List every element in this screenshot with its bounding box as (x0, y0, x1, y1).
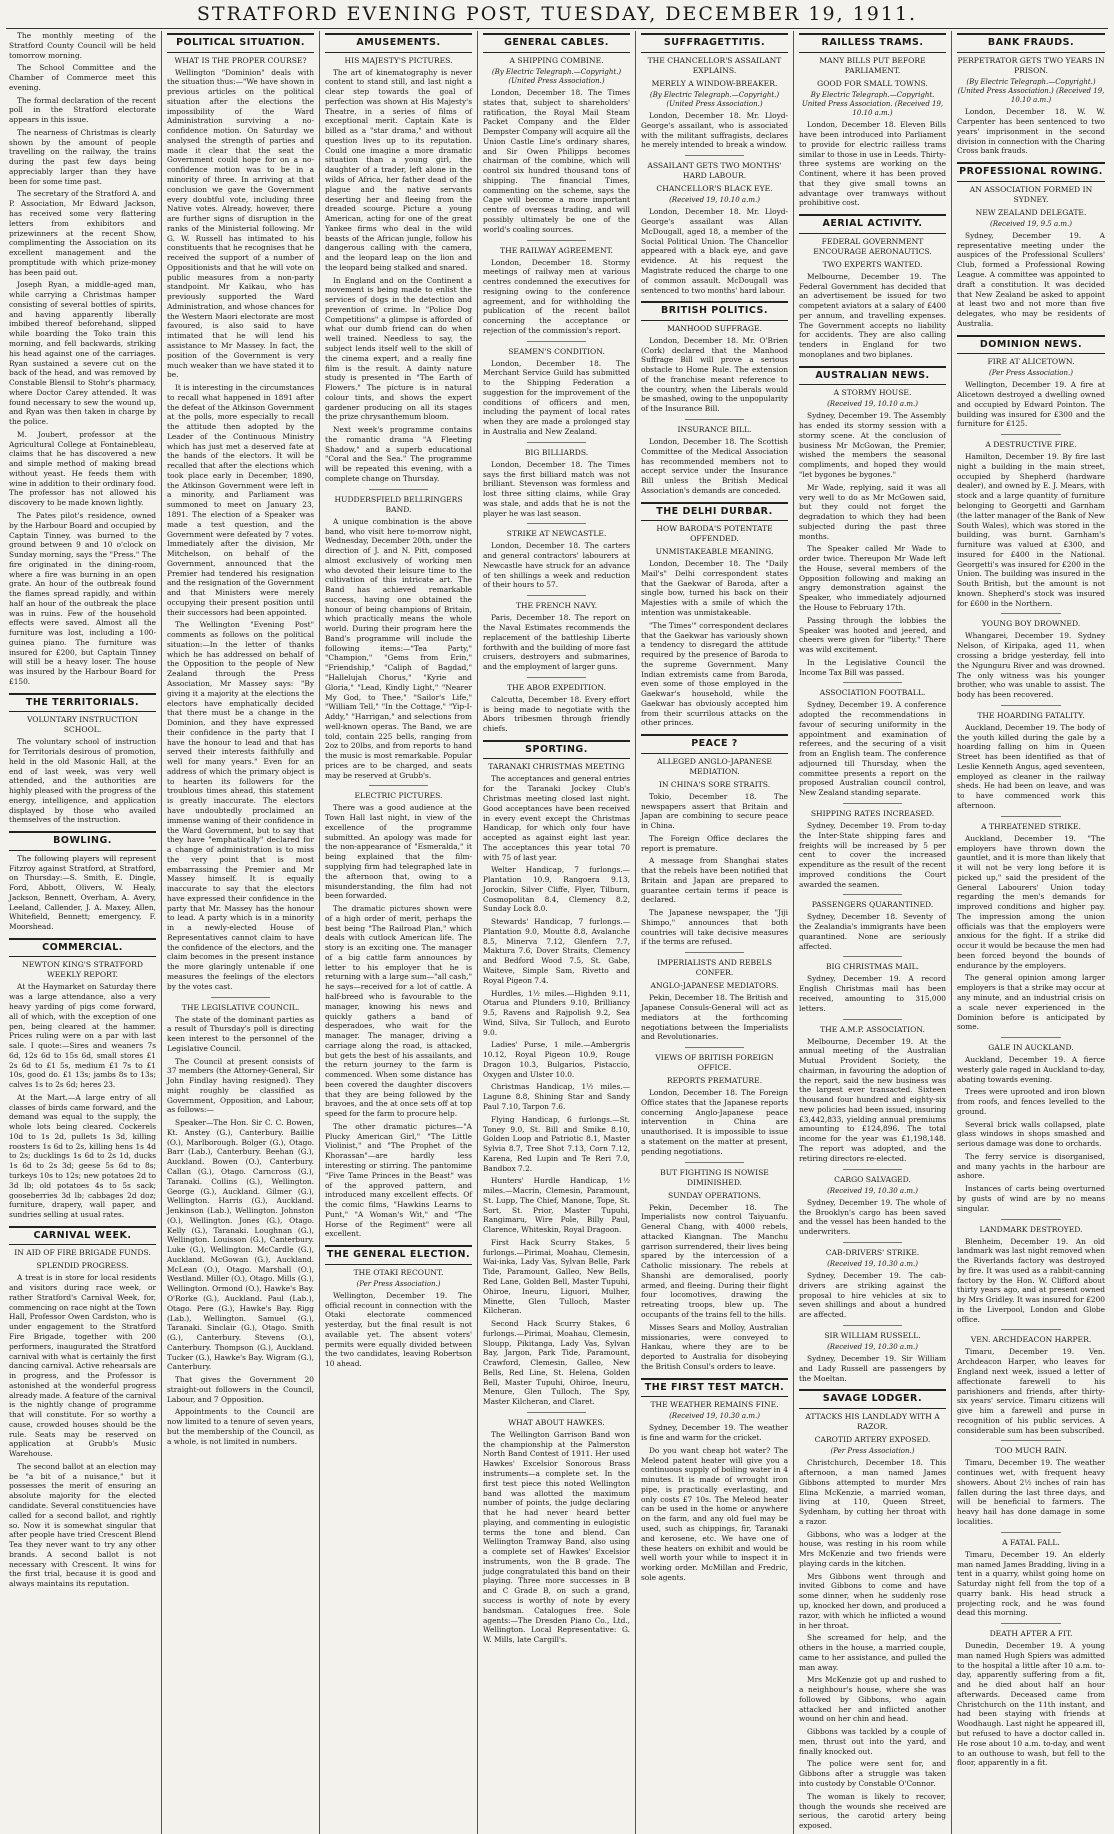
article-paragraph: Second Hack Scurry Stakes, 6 furlongs.—Pirimai, Moahau, Clemesin, Sloupp, Pikitanga, Lady Vas, Sylvan Bay, Jargon, Park Tide, Paramount, Crawford, Clemesin, Galleo, New Bells, Red Line, St. Helena, Golden Bell, Master Tupuhi, Ohiroe, Ineuru, Menure, Glen Tulloch, The Spy, Master Kilcheran, and Claret. (483, 1319, 630, 1407)
article-subheading: BIG CHRISTMAS MAIL. (825, 962, 920, 972)
article-paragraph: A message from Shanghai states that the rebels have been notified that Britain and Japan are prepared to guarantee certain terms if peace is declared. (641, 856, 788, 905)
article-paragraph: A treat is in store for local residents and visitors during race week, or rather Stratford's Carnival Week, for, commencing on race night at the Town Hall, Professor Owen Cardston, who is under engagement to the Stratford Fire Brigade, together with 200 performers, inaugurated the Stratford carnival with what is certainly the first dancing carnival. Active rehearsals are in progress, and the Professor is astonished at the wonderful progress already made. A feature of the carnival is the nightly change of programme that will constitute. For so worthy a cause, crowded houses should be the rule. Seats may be reserved on application at Grubb's Music Warehouse. (9, 1273, 156, 1459)
article-paragraph: Passing through the lobbies the Speaker was hooted and jeered, and cheers were given for "liberty." There was wild excitement. (799, 615, 946, 655)
article-paragraph: Misses Sears and Molloy, Australian missionaries, were conveyed to Hankau, where they are to be deported to Australia for disobeying the British Consul's orders to leave. (641, 1322, 788, 1371)
article-subheading: DEATH AFTER A FIT. (989, 1629, 1073, 1639)
article-subheading: THE CHANCELLOR'S ASSAILANT EXPLAINS. (647, 55, 782, 75)
article-subheading: GALE IN AUCKLAND. (988, 1043, 1074, 1053)
article-paragraph: Sydney, December 19. From to-day the Inter-State shipping fares and freights will be increased by 5 per cent to cover the increased expenditure as the result of the recent improved conditions the Court awarded the seamen. (799, 821, 946, 889)
article-divider (527, 341, 586, 342)
article-paragraph: Gibbons was tackled by a couple of men, thrust out into the yard, and finally knocked out. (799, 1727, 946, 1756)
article-divider (1001, 1329, 1060, 1330)
article-paragraph: Welter Handicap, 7 furlongs.—Plantation 10.9, Rangoera 9.13, Jorockin, Silver Cliffe, Flyer, Tilburn, Cosmopolitan 8.4, Clemency 8.2, Sunday Lock 8.0. (483, 865, 630, 914)
article-subheading: IN AID OF FIRE BRIGADE FUNDS. (14, 1248, 151, 1258)
article-paragraph: The formal declaration of the recent poll in the Stratford electorate appears in this issue. (9, 95, 156, 125)
article-paragraph: London, December 18. Mr. O'Brien (Cork) declared that the Manhood Suffrage Bill will prove a serious obstacle to Home Rule. The extension of the franchise meant reference to the country, when the Liberals would be smashed, owing to the unpopularity of the Insurance Bill. (641, 335, 788, 414)
article-subheading: ALLEGED ANGLO-JAPANESE MEDIATION. (657, 756, 772, 776)
article-subheading: STRIKE AT NEWCASTLE. (506, 529, 607, 539)
article-paragraph: A unique combination is the above band, who visit here to-morrow night, Wednesday, December 20th, under the direction of J. and N. Pitt, composed almost exclusively of working men who devoted their leisure time to the cultivation of this intricate art. The Band has achieved remarkable success, having one obtained the honour of being champions of Britain, which practically means the whole world. During their program here the Band's programme will include the following items:—"Tea Party," "Champion," "Gems from Erin," "Friendship," "Caliph of Bagdad," "Hallelujah Chorus," "Kyrie and Gloria," "Lead, Kindly Light," "Nearer My God, to Thee," "Sailor's Life," "William Tell," "In the Cottage," "Yip-I-Addy," "Harrigan," and selections from well-known operas. The Band, we are told, contain 225 bells, ranging from 2oz to 20lbs, and from reports to hand the music is most remarkable. Popular prices are to be charged, and seats may be reserved at Grubb's. (325, 516, 472, 780)
article-divider (527, 1412, 586, 1413)
wire-credit: (Received 19, 10.30 a.m.) (669, 1412, 760, 1421)
section-heading: THE DELHI DURBAR. (641, 502, 788, 522)
article-paragraph: Hamilton, December 19. By fire last night a building in the main street, occupied by Shepherd (hardware dealer), and owned by E. J. Mears, with stock and a large quantity of furniture belonging to Georgetti and Garnham (the latter manager of the Bank of New South Wales), which was stored in the building, was burnt. Garnham's furniture was valued at £300, and insured for £400 in the National. Georgetti's was insured for £200 in the Union. The building was insured in the South British, but the amount is not known. Shepherd's stock was insured for £600 in the Northern. (957, 452, 1105, 608)
article-divider (1001, 1037, 1060, 1038)
article-subheading: CARGO SALVAGED. (834, 1174, 911, 1184)
article-subheading: FIRE AT ALICETOWN. (987, 357, 1075, 367)
wire-credit: (Received 19, 9.5 a.m.) (990, 219, 1072, 228)
section-heading: SAVAGE LODGER. (799, 1389, 946, 1409)
article-paragraph: "The Times'" correspondent declares that the Gaekwar has variously shown a tendency to disregard the attitude required by the presence of Baroda to the supreme Government. Many Indian extremists came from Baroda, even some of those employed in the Gaekwar's household, while the Gaekwar has obviously accepted him from their scurrilous attacks on the other princes. (641, 620, 788, 728)
article-paragraph: Wellington, December 19. A fire at Alicetown destroyed a dwelling owned and occupied by Edward Pointon. The building was insured for £300 and the furniture for £125. (957, 380, 1105, 429)
article-paragraph: M. Joubert, professor at the Agricultural College at Fontainebleau, claims that he has discovered a new and simple method of making bread without yeast. He feeds them with wine in addition to their ordinary food. The professor has not allowed his discovery to be made known lightly. (9, 429, 156, 508)
article-subheading: PASSENGERS QUARANTINED. (811, 900, 934, 910)
article-paragraph: First Hack Scurry Stakes, 5 furlongs.—Pirimai, Moahau, Clemesin, Wai-inka, Lady Vas, Sylvan Belle, Park Tide, Paramount, Galleo, New Bells, Red Lane, Golden Bell, Master Tupuhi, Ohiroe, Ineuru, Liguori, Mulher, Minette, Glen Tulloch, Master Kilcheran. (483, 1237, 630, 1316)
article-divider (685, 1047, 744, 1048)
article-subheading: IN CHINA'S SORE STRAITS. (658, 779, 771, 789)
article-subheading: THE ABOR EXPEDITION. (507, 682, 606, 692)
article-divider (1001, 1623, 1060, 1624)
article-paragraph: Sydney, December 19. A representative meeting under the auspices of the Professional Scullers' Club, formed a Professional Rowing League. A committee was appointed to draft a constitution. It was decided that New Zealand be asked to appoint at least two and not more than five delegates, who may be residents of Australia. (957, 230, 1105, 328)
article-divider (527, 523, 586, 524)
article-paragraph: The Foreign Office declares the report is premature. (641, 833, 788, 853)
article-paragraph: Christmas Handicap, 1½ miles.—Lagune 8.8, Shining Star and Sandy Paul 7.10, Tarpon 7.6. (483, 1082, 630, 1111)
section-heading: SUFFRAGETTITIS. (641, 33, 788, 53)
section-heading: PROFESSIONAL ROWING. (957, 162, 1105, 182)
article-subheading: VOLUNTARY INSTRUCTION SCHOOL. (26, 715, 139, 735)
article-paragraph: Paris, December 18. The report on the Naval Estimates recommends the replacement of the battleship Liberte forthwith and the building of more fast cruisers, destroyers and submarines, and the employment of larger guns. (483, 613, 630, 672)
article-subheading: SPLENDID PROGRESS. (36, 1261, 129, 1271)
section-heading: RAILLESS TRAMS. (799, 33, 946, 53)
wire-credit: (By Electric Telegraph.—Copyright.) (United Press Association.) (491, 67, 622, 85)
article-paragraph: The police were sent for, and Gibbons after a struggle was taken into custody by Constable O'Connor. (799, 1759, 946, 1788)
wire-credit: (Received 19, 10.10 a.m.) (827, 400, 918, 409)
article-paragraph: In the Legislative Council the Income Tax Bill was passed. (799, 657, 946, 677)
article-subheading: SEAMEN'S CONDITION. (508, 346, 605, 356)
article-paragraph: Gibbons, who was a lodger at the house, was resting in his room while Mrs McKenzie and two friends were playing cards in the kitchen. (799, 1529, 946, 1568)
article-paragraph: That gives the Government 20 straight-out followers in the Council, Labour, and 7 Opposition. (167, 1375, 314, 1404)
article-subheading: THE RAILWAY AGREEMENT. (500, 245, 613, 255)
article-paragraph: The acceptances and general entries for the Taranaki Jockey Club's Christmas meeting closed last night. Good acceptances have been received in every event except the Christmas Handicap, for which only four have accepted as against eight last year. The acceptances this year total 70 with 75 of last year. (483, 774, 630, 862)
article-paragraph: London, December 18. The Times says the first billiard match was not brilliant. Stevenson was formless and lost three sitting claims, while Gray was stale, and adds that he is not the player he was last season. (483, 459, 630, 518)
article-paragraph: The Japanese newspaper, the "Jiji Shimpo," announces that both countries will take decisive measures if the terms are refused. (641, 908, 788, 947)
section-heading: AERIAL ACTIVITY. (799, 214, 946, 234)
article-paragraph: Mr Wade, replying, said it was all very well to do as Mr McGowen said, but they could not forget the degradation to which they had been subjected during the past three months. (799, 482, 946, 541)
section-heading: GENERAL CABLES. (483, 33, 630, 53)
article-paragraph: Joseph Ryan, a middle-aged man, while carrying a Christmas hamper consisting of several bottles of spirits, and having apparently liberally imbibed thereof beforehand, slipped while boarding the Toko train this morning, and fell backwards, striking his head against one of the carriages. Ryan sustained a severe cut on the back of the head, and was removed by Constable Blensil to Stohr's pharmacy, where Doctor Carey attended. It was found necessary to sew the wound up, and Ryan was then taken in charge by the police. (9, 280, 156, 427)
article-subheading: A THREATENED STRIKE. (981, 821, 1081, 831)
article-paragraph: Timaru, December 19. The weather continues wet, with frequent heavy showers. About 2½ inches of rain has fallen during the last three days, and will be beneficial to farmers. The heavy hail has done damage in some localities. (957, 1458, 1105, 1526)
article-subheading: SUNDAY OPERATIONS. (668, 1190, 761, 1200)
wire-credit: (Per Press Association.) (989, 369, 1073, 378)
article-divider (1001, 705, 1060, 706)
section-heading: COMMERCIAL. (9, 938, 156, 958)
article-paragraph: London, December 18. The Merchant Service Guild has submitted to the Shipping Federation a suggestion for the improvement of the conditions of officers and men, including the payment of local rates when they are made a prolonged stay in Australia and New Zealand. (483, 358, 630, 437)
article-subheading: FEDERAL GOVERNMENT ENCOURAGE AERONAUTICS. (813, 236, 932, 256)
wire-credit: By Electric Telegraph.—Copyright. United Press Association. (Received 19, 10.10 a.m.) (801, 90, 944, 118)
article-subheading: GOOD FOR SMALL TOWNS. (817, 78, 928, 88)
section-heading: AMUSEMENTS. (325, 33, 472, 53)
article-paragraph: The state of the dominant parties as a result of Thursday's poll is directing keen interest to the personnel of the Legislative Council. (167, 1014, 314, 1053)
article-divider (527, 677, 586, 678)
article-paragraph: Tokio, December 18. The newspapers assert that Britain and Japan are combining to secure peace in China. (641, 791, 788, 831)
article-subheading: THE OTAKI RECOUNT. (353, 1267, 444, 1277)
article-subheading: NEW ZEALAND DELEGATE. (975, 207, 1087, 217)
article-divider (1001, 816, 1060, 817)
article-divider (211, 997, 270, 998)
article-paragraph: Trees were uprooted and iron blown from roofs, and fences levelled to the ground. (957, 1087, 1105, 1116)
article-paragraph: The dramatic pictures shown were of a high order of merit, perhaps the best being "The Railroad Plan," which deals with cutlock American life. The story is an exciting one. The manager of a big cattle farm announces by letter to his employer that he is returning with a large sum—"all cash," he says—received for a lot of cattle. A half-breed who is favourable to the manager, knowing his news and quickly gathers a band of desperadoes, who wait for the manager. The manager, driving a carriage along the road, is attacked, but gets the best of his assailants, and the return journey to the farm is commenced. When some distance has been covered the daughter discovers that they are being followed by the bravoes, and the at once sets off at top speed for the farm to procure help. (325, 904, 472, 1119)
article-subheading: TOO MUCH RAIN. (995, 1446, 1067, 1456)
article-paragraph: Auckland, December 19. The body of the youth killed during the gale by a hoarding falling on him in Queen Street has been identified as that of Leslie Kenneth Angus, aged seventeen, employed as cleaner in the railway sheds. He had been on leave, and was to have commenced work this afternoon. (957, 722, 1105, 810)
article-paragraph: The nearness of Christmas is clearly shown by the amount of people travelling on the railway, the trains during the past few days being appreciably larger than they have been for some time past. (9, 127, 156, 186)
article-divider (843, 956, 902, 957)
article-paragraph: Timaru, December 19. An elderly man named James Bradding, living in a tent in a quarry, whilst going home on Saturday night fell from the top of a quarry bank. His head struck a projecting rock, and he was found dead this morning. (957, 1549, 1105, 1618)
page-column (478, 31, 636, 1834)
article-subheading: A STORMY HOUSE. (833, 388, 912, 398)
section-heading: THE FIRST TEST MATCH. (641, 1378, 788, 1398)
section-heading: BANK FRAUDS. (957, 33, 1105, 53)
article-subheading: REPORTS PREMATURE. (666, 1076, 763, 1086)
article-paragraph: London, December 18. Eleven Bills have been introduced into Parliament to provide for electric railless trams similar to those in use in Leeds. Thirty-three systems are working on the Continent, where it has been proved that they give small towns an advantage over tramways without prohibitive cost. (799, 120, 946, 208)
article-paragraph: Hunters' Hurdle Handicap, 1½ miles.—Macrin, Clemesin, Paramount, St. Lupp, The Chief, Manone, Tope, St. Sort, St. Prior, Master Tupuhi, Rangimaru, Wire Pole, Billy Paul, Clarence, Whiteskin, Royal Dragoon. (483, 1176, 630, 1235)
section-heading: BRITISH POLITICS. (641, 301, 788, 321)
article-paragraph: Several brick walls collapsed, plate glass windows in shops smashed and serious damage was done to orchards. (957, 1119, 1105, 1149)
article-paragraph: The following players will represent Fitzroy against Stratford, at Stratford, on Thursday:—S. Smith, E. Dingle, Ford, Abbott, Olivers, W. Healy, Jackson, Bennett, Overham, A. Avery, Leeland, Callender, J. A. Maxey, Allen, Whitefield, Bennett; emergency, F. Moorshead. (9, 853, 156, 932)
section-heading: SPORTING. (483, 740, 630, 760)
article-subheading: MANHOOD SUFFRAGE. (667, 323, 762, 333)
section-heading: THE TERRITORIALS. (9, 693, 156, 713)
wire-credit: (By Electric Telegraph.—Copyright.) (United Press Association.) (Received 19, 10.10 a.m.) (957, 77, 1105, 105)
article-paragraph: At the Mart.—A large entry of all classes of birds came forward, and the demand was equal to the supply, the whole lots being cleared. Cockerels 10d to 1s 2d, pullets 1s 3d, killing roosters 1s 6d to 2s, killing hens 1s 4d to 2s; ducklings 1s 6d to 2s 1d, ducks 1s 6d to 2s 3d; geese 5s 6d to 8s; turkeys 10s to 12s; new potatoes 2d to 3d lb; old potatoes 4s to 5s sack; gooseberries 3d lb; cabbages 2d doz; furniture, drapery, wall paper, and sundries selling at usual rates. (9, 1092, 156, 1220)
article-paragraph: Sydney, December 19. The cab-drivers are striking against the proposal to hire vehicles at six to seven shillings and about a hundred are affected. (799, 1271, 946, 1320)
article-paragraph: Sydney, December 19. The weather is fine and warm for the cricket. (641, 1423, 788, 1443)
article-subheading: VEN. ARCHDEACON HARPER. (970, 1335, 1092, 1345)
article-subheading: TWO EXPERTS WANTED. (822, 259, 923, 269)
article-paragraph: Sydney, December 19. A record English Christmas mail has been received, amounting to 315,000 letters. (799, 974, 946, 1013)
article-paragraph: The second ballot at an election may be "a bit of a nuisance," but it possesses the merit of ensuring an absolute majority for the elected candidate. Several constituencies have called for a second ballot, and rightly so. Now it is somewhat singular that after people have tried Crescent Blend Tea they never want to try any other brands. A second ballot is not necessary with Crescent. It wins for the first trial, because it is good and always maintains its reputation. (9, 1461, 156, 1589)
article-subheading: INSURANCE BILL. (677, 424, 752, 434)
article-divider (843, 803, 902, 804)
newspaper-page (4, 31, 1110, 1831)
article-subheading: CAB-DRIVERS' STRIKE. (825, 1247, 920, 1257)
article-paragraph: Wellington "Dominion" deals with the situation thus:—"We have shown in previous articles on the political situation after the elections the impossibility of the Ward Administration surviving a no-confidence motion. On Saturday we analysed the strength of parties and made it clear that the seat the Government could hope for on a no-confidence motion was to be in a minority of three. In arriving at that conclusion we gave the Government every doubtful vote, including three Native votes. Already, however, there are further signs of disruption in the ranks of the Ministerial following. Mr G. W. Russell has intimated to his constituents that he recognises that he received the support of a number of Oppositionists and that he will vote on public measures from a non-party standpoint. Mr Kaikau, who has previously supported the Ward Administration, and whose chances for the Western Maori electorate are most favoured, is also said to have intimated that he will lend his assistance to Mr Massey. In fact, the position of the Government is very much weaker than we have stated it to be. (167, 67, 314, 380)
article-divider (843, 1325, 902, 1326)
article-paragraph: London, December 18. The Foreign Office states that the Japanese reports concerning Anglo-Japanese peace intervention in China are unauthorised. It is impossible to issue a statement on the matter at present, pending negotiations. (641, 1088, 788, 1156)
article-paragraph: Next week's programme contains the romantic drama "A Fleeting Shadow," and a superb educational "Coral and the Sea." The programme will be repeated this evening, with a complete change on Thursday. (325, 425, 472, 483)
article-paragraph: The Pates pilot's residence, owned by the Harbour Board and occupied by Captain Tinney, was burned to the ground between 9 and 10 o'clock on Sunday morning, says the "Press." The fire originated in the dining-room, where a fire was burning in an open grate. An hour of the outbreak found the flames spread rapidly, and within half an hour of the outbreak the place was in ruins. Few of the household effects were saved. Almost all the furniture was lost, including a 100-guinea piano. The furniture was insured for £200, but Captain Tinney will still be a heavy loser. The house was insured by the Harbour Board for £150. (9, 510, 156, 686)
article-divider (685, 155, 744, 156)
article-subheading: TARANAKI CHRISTMAS MEETING (488, 762, 625, 772)
article-divider (1001, 613, 1060, 614)
article-divider (527, 442, 586, 443)
article-paragraph: London, December 18. The Times states that, subject to shareholders' ratification, the Royal Mail Steam Packet Company and the Elder Dempster Company will acquire all the Union Castle Line's ordinary shares, and Sir Owen Philipps becomes chairman of the combine, which will control six hundred thousand tons of shipping. The financial Times, commenting on the scheme, says the Cape will become a more important centre of overseas trading, and will possibly ultimately be one of the world's coaling sources. (483, 88, 630, 234)
article-divider (685, 1162, 744, 1163)
article-paragraph: The Speaker called Mr Wade to order twice. Thereupon Mr Wade left the House, several members of the Opposition following and making an angry demonstration against the Speaker, who immediately adjourned the House to February 17th. (799, 544, 946, 612)
article-paragraph: Dunedin, December 19. A young man named Hugh Spiers was admitted to the hospital a little after 10 a.m. to-day, apparently suffering from a fit, and he died about half an hour afterwards. Deceased came from Christchurch on the 11th instant, and had been staying with friends at Woodhaugh. Last night he appeared ill, but refused to have a doctor called in. He rose about 10 a.m. to-day, and went to an outhouse to wash, but fell to the floor, apparently in a fit. (957, 1641, 1105, 1768)
article-divider (527, 240, 586, 241)
article-subheading: THE HOARDING FATALITY. (977, 710, 1085, 720)
article-paragraph: London, December 18. Stormy meetings of railway men at various centres condemned the executives for resigning owing to the conference agreement, and for withholding the publication of the recent ballot concerning the acceptance or rejection of the commission's report. (483, 257, 630, 335)
article-paragraph: At the Haymarket on Saturday there was a large attendance, also a very heavy yarding of pigs come forward, all of which, with the exception of one pen, being cleared at the hammer. Prices ruling were on a par with last sale. I quote:—Sires and weaners 7s 6d, 12s 6d to 15s 6d, small stores £1 2s 6d to £1 5s, medium £1 7s to £1 10s, good do. £1 13s; jambs 8s to 13s; calves 1s to 2s 6d; heres 23. (9, 982, 156, 1090)
article-paragraph: Timaru, December 19. Ven. Archdeacon Harper, who leaves for England next week, issued a letter of affectionate farewell to his parishioners and friends, after thirty-six years' service. Timaru citizens will give him a farewell and purse in recognition of his public services. A considerable sum has been subscribed. (957, 1347, 1105, 1435)
article-paragraph: There was a good audience at the Town Hall last night, in view of the excellence of the programme submitted. An apology was made for the non-appearance of "Esmeralda," it being explained that the film-supplying firm had telegraphed late in the afternoon that, owing to a misunderstanding, the film had not been forwarded. (325, 803, 472, 901)
page-column (952, 31, 1110, 1834)
article-paragraph: Ladies' Purse, 1 mile.—Ambergris 10.12, Royal Pigeon 10.9, Rouge Dragon 10.3, Bulgarios, Pistaccio, Oxygen and Ulster 10.0. (483, 1040, 630, 1079)
article-paragraph: Stewards' Handicap, 7 furlongs.—Plantation 9.0, Moutte 8.8, Avalanche 8.5, Minerva 7.12, Glenfern 7.7, Maktura 7.6, Dover Straits, Clemency and Bedford Wood 7.5, St. Gabe, Waiteve, Simple Sam, Rivetto and Royal Pigeon 7.4. (483, 917, 630, 985)
article-paragraph: Mrs McKenzie got up and rushed to a neighbour's house, where she was followed by Gibbons, who again attacked her and inflicted another wound on her chin and head. (799, 1675, 946, 1724)
wire-credit: (Received 19, 10.30 a.m.) (827, 1342, 918, 1351)
page-column (320, 31, 478, 1834)
article-subheading: SIR WILLIAM RUSSELL. (824, 1330, 921, 1340)
page-column (636, 31, 794, 1834)
article-subheading: HOW BARODA'S POTENTATE OFFENDED. (656, 524, 773, 544)
article-paragraph: Appointments to the Council are now limited to a tenure of seven years, but the membership of the Council, as a whole, is not limited in numbers. (167, 1407, 314, 1446)
article-paragraph: Calcutta, December 18. Every effort is being made to negotiate with the Abors tribesmen through friendly chiefs. (483, 694, 630, 734)
article-paragraph: The art of kinematography is never content to stand still, and last night a clear step towards the goal of perfection was shown at His Majesty's Theatre, in a series of films of exceptional merit. Captain Kate is billed as a "star drama," and without question lives up to its reputation. Could one imagine a more dramatic situation than a young girl, the daughter of a trader, left alone in the wilds of Africa, her father dead of the plague and the native servants deserting her and fleeing from the dreaded scourge. Picture a young American, acting for one of the great Yankee firms who deal in the wild beasts of the African jungle, follow his dangerous calling with the camera, and the leopard leap on the lion and the leopard being stalked and snared. (325, 67, 472, 272)
article-paragraph: It is interesting in the circumstances to recall what happened in 1891 after the defeat of the Atkinson Government at the polls, more especially to recall the attitude then adopted by the Leader of the Continuous Ministry which has just met a deserved fate at the hands of the electors. It will be recalled that after the elections which took place early in December, 1890, the Atkinson Government were left in a minority, and Parliament was summoned to meet on January 23, 1891. The election of a Speaker was made a test question, and the Government were defeated by 7 votes. Immediately after the division, Mr Mitchelson, on behalf of the Government, announced that the Premier had tendered his resignation and the resignation of the Government and that Ministers were merely occupying their present position until their successors had been appointed. (167, 383, 314, 617)
section-heading: DOMINION NEWS. (957, 335, 1105, 355)
section-heading: PEACE ? (641, 734, 788, 754)
article-subheading: LANDMARK DESTROYED. (979, 1224, 1083, 1234)
article-paragraph: Sydney, December 18. Seventy of the Zealandia's immigrants have been quarantined. None are seriously affected. (799, 912, 946, 951)
article-paragraph: The secretary of the Stratford A. and P. Association, Mr Edward Jackson, has received some very flattering letters from exhibitors and prizewinners at the recent Show, complimenting the Association on its excellent management and the promptitude with which prize-money has been paid out. (9, 189, 156, 277)
article-divider (843, 894, 902, 895)
article-paragraph: The woman is likely to recover, though the wounds she received are serious, the carotid artery being exposed. (799, 1791, 946, 1831)
article-subheading: ASSOCIATION FOOTBALL. (819, 688, 926, 698)
article-subheading: THE LEGISLATIVE COUNCIL. (181, 1002, 300, 1012)
article-paragraph: Flying Handicap, 6 furlongs.—St. Toney 9.0, St. Bill and Smike 8.10, Golden Loop and Patriotic 8.1, Master Sylvia 8.7, Tree Shot 7.13, Corn 7.12, Karena, Red Lupin and Te Reri 7.0, Bandbox 7.2. (483, 1114, 630, 1173)
article-divider (369, 785, 428, 786)
article-paragraph: The monthly meeting of the Stratford County Council will be held tomorrow morning. (9, 31, 156, 60)
article-divider (1001, 1532, 1060, 1533)
article-subheading: NEWTON KING'S STRATFORD WEEKLY REPORT. (22, 960, 143, 980)
section-heading: CARNIVAL WEEK. (9, 1226, 156, 1246)
article-paragraph: Blenheim, December 19. An old landmark was last night removed when the Riverlands factory was destroyed by fire. It was used as a rabbit-canning factory by the Hon. W. Clifford about thirty years ago, and at present owned by Mrs Gridley. It was insured for £200 in the Liverpool, London and Globe office. (957, 1236, 1105, 1324)
article-paragraph: Whangarei, December 19. Sydney Nelson, of Kiripaka, aged 11, when crossing a bridge yesterday, fell into the Ngunguru River and was drowned. The only witness was his younger brother, who was unable to assist. The body has been recovered. (957, 631, 1105, 700)
article-subheading: A DESTRUCTIVE FIRE. (985, 440, 1077, 450)
article-paragraph: The other dramatic pictures—"A Plucky American Girl," "The Little Violinist," and "The Prophet of the Khorassan"—are hardly less interesting or stirring. The pantomime "Five Tame Princes in the Beast" was of the approved pattern, and introduced many excellent effects. Of the comic films, "Hawkins Learns to Punt," "A Woman's Wit," and "The Horse of the Regiment" were all excellent. (325, 1121, 472, 1239)
article-paragraph: Sydney, December 19. A conference adopted the recommendations in favour of securing uniformity in the appointment and examination of referees, and the securing of a visit from an English team. The conference adjourned till Thursday, when the committee presents a report on the proposed Australian council control, New Zealand standing separate. (799, 700, 946, 798)
article-divider (1001, 1219, 1060, 1220)
article-subheading: THE A.M.P. ASSOCIATION. (820, 1024, 925, 1034)
article-divider (1001, 1440, 1060, 1441)
article-subheading: ATTACKS HIS LANDLADY WITH A RAZOR. (805, 1411, 940, 1431)
wire-credit: (Received 19, 10.30 a.m.) (827, 1259, 918, 1268)
masthead: STRATFORD EVENING POST, TUESDAY, DECEMBER 19, 1911. (6, 0, 1108, 29)
article-subheading: ASSAILANT GETS TWO MONTHS' HARD LABOUR. (647, 161, 782, 181)
article-divider (685, 952, 744, 953)
article-paragraph: Sydney, December 19. The Assembly has ended its stormy session with a stormy scene. At the conclusion of business Mr McGowan, the Premier, wished the members the seasonal compliments, and hoped they would "let bygones be bygones." (799, 411, 946, 480)
article-paragraph: Auckland, December 19. A fierce westerly gale raged in Auckland to-day, abating towards evening. (957, 1055, 1105, 1084)
article-paragraph: Melbourne, December 19. At the annual meeting of the Australian Mutual Provident Society, the chairman, in favouring the adoption of the report, said the new business was the largest ever transacted. Sixteen thousand four hundred and eighty-six new policies had been issued, insuring £3,442,833, yielding annual premiums amounting to £124,896. The total income for the year was £1,198,148. The report was adopted, and the retiring directors re-elected. (799, 1036, 946, 1163)
article-paragraph: Wellington, December 19. The official recount in connection with the Otaki electorate commenced yesterday, but the final result is not available yet. The absent voters' permits were equally divided between the two candidates, leaving Robertson 10 ahead. (325, 1290, 472, 1369)
page-column (4, 31, 162, 1834)
article-subheading: PERPETRATOR GETS TWO YEARS IN PRISON. (957, 55, 1105, 75)
article-paragraph: Do you want cheap hot water? The Meleod patent heater will give you a continuous supply of boiling water in 4 minutes. It is made of wrought iron pipe, is practically everlasting, and only costs £7 10s. The Meleod heater can be used in the home or anywhere on the farm, and any old fuel may be used, such as chippings, fir, Taranaki and kerosene, etc. We have one of these heaters on exhibit and would be well worth your while to inspect it in working order. McMillan and Fredric, sole agents. (641, 1445, 788, 1582)
article-subheading: YOUNG BOY DROWNED. (981, 619, 1081, 629)
article-paragraph: London, December 18. W. W. Carpenter has been sentenced to two years' imprisonment in the second division in connection with the Charing Cross bank frauds. (957, 107, 1105, 156)
article-subheading: CAROTID ARTERY EXPOSED. (814, 1435, 931, 1444)
article-subheading: A SHIPPING COMBINE. (509, 55, 604, 65)
article-subheading: ANGLO-JAPANESE MEDIATORS. (650, 981, 779, 991)
page-column (794, 31, 952, 1834)
article-paragraph: Christchurch, December 18. This afternoon, a man named James Gibbons attempted to murder Mrs Elina McKenzie, a married woman, living at 110, Queen Street, Sydenham, by cutting her throat with a razor. (799, 1458, 946, 1526)
section-heading: BOWLING. (9, 831, 156, 851)
article-subheading: VIEWS OF BRITISH FOREIGN OFFICE. (655, 1053, 774, 1073)
article-paragraph: The Wellington "Evening Post" comments as follows on the political situation:—In the letter of thanks which he has addressed on behalf of the Opposition to the people of New Zealand through the Press Association, Mr Massey says: "By giving it a majority at the elections the electors have emphatically decided that there must be a change in the Dominion, and they have expressed their confidence in the party that I have the honour to lead and that has served their interests faithfully and well for many years." Even for an address of which the primary object is to hearten its followers for the troublous times ahead, this statement is greatly inaccurate. The electors have undoubtedly proclaimed an immense waning of their confidence in the Ward Government, but to say that they have "emphatically" declared for a change of administration is to miss the very point that is most embarrassing the Premier and Mr Massey himself. It is equally inaccurate to say that the electors have expressed their confidence in the party that Mr. Massey has the honour to lead. A party which is in a minority in a newly-elected House of Representatives cannot claim to have the confidence of the electors, and the claim becomes in the present instance the more glaringly untenable if one measures the feelings of the electors by the votes cast. (167, 620, 314, 991)
article-divider (1001, 434, 1060, 435)
article-paragraph: London, December 18. The carters and general contractors' labourers at Newcastle have struck for an advance of ten shillings a week and reduction of their hours to 57. (483, 541, 630, 590)
wire-credit: (Received 19, 10.30 a.m.) (827, 1186, 918, 1195)
article-subheading: IMPERIALISTS AND REBELS CONFER. (657, 958, 772, 978)
wire-credit: (By Electric Telegraph.—Copyright.) (United Press Association.) (649, 90, 780, 108)
article-paragraph: Hurdles, 1½ miles.—Highden 9.11, Otarua and Plunders 9.10, Brilliancy 9.5, Ravens and Rajpolish 9.2, Sea Wind, Silva, Sir Tulloch, and Euroto 9.0. (483, 988, 630, 1037)
article-paragraph: The Wellington Garrison Band won the championship at the Palmerston North Band Contest of 1911. Her used Hawkes' Excelsior Sonorous Brass instruments—a complete set. In the first test piece this noted Wellington band was allotted the maximum number of points, the judge declaring that he had never heard better playing, and commenting in eulogistic terms the tone and blend. Can Wellington Tramway Band, also using a complete set of Hawkes' Excelsior instruments, won the B grade. The judge congratulated this band on their playing. Three more successes in B and C Grade B, on such a grand, success is worthy of note by every bandsman. Catalogues free. Sole agents:—The Dresden Piano Co., Ltd., Wellington. Local Representative: G. W. Mills, late Cargill's. (483, 1429, 630, 1645)
article-paragraph: Sydney, December 19. The whole of the Brooklyn's cargo has been saved and the vessel has been handed to the underwriters. (799, 1197, 946, 1237)
article-paragraph: Sydney, December 19. Sir William and Lady Russell are passengers by the Moeltan. (799, 1354, 946, 1383)
article-paragraph: London, December 18. Mr. Lloyd-George's assailant, who is associated with the militant suffragists, declares he merely intended to break a window. (641, 111, 788, 150)
article-subheading: UNMISTAKEABLE MEANING. (655, 547, 774, 557)
article-paragraph: Pekin, December 18. The Imperialists now control Taiyuanfu. General Chang, with 4000 rebels, attacked Kiangnan. The Manchu garrison surrendered, their lives being spared by the intercession of a Catholic missionary. The rebels at Shanshi are demoralised, poorly armed, and fleeing. During their flight four locomotives, drawing the retreating troops, blew up. The occupants of the trains fell to the hills. (641, 1202, 788, 1319)
article-subheading: HUDDERSFIELD BELLRINGERS BAND. (334, 494, 463, 514)
article-paragraph: Speaker—The Hon. Sir C. C. Bowen, Kt. Anstey (G.), Canterbury. Baillie (O.), Marlborough. Bolger (G.), Otago. Barr (Lab.), Canterbury. Beehan (G.), Auckland. Bowen (O.), Canterbury. Callan (G.), Otago. Carncross (G.), Taranaki. Collins (G.), Wellington. George (G.), Auckland. Gilmer (G.), Wellington. Harris (G.), Auckland. Jenkinson (Lab.), Wellington. Johnston (O.), Wellington. Jones (G.), Otago. Kelly (G.), Taranaki. Loughnan (G.), Wellington. Louisson (G.), Canterbury. Luke (G.), Wellington. McCardle (G.), Auckland. McGowan (G.), Auckland. McLean (O.), Otago. Marshall (O.), Westland. Miller (O.), Otago. Mills (G.), Wellington. Ormond (O.), Hawke's Bay. O'Rorke (G.), Auckland. Paul (Lab.), Otago. Pere (G.), Hawke's Bay. Rigg (Lab.), Wellington. Samuel (G.), Taranaki. Sinclair (G.), Otago. Smith (G.), Canterbury. Stevens (O.), Canterbury. Thompson (G.), Auckland. Tucker (G.), Hawke's Bay. Wigram (G.), Canterbury. (167, 1118, 314, 1372)
page-column (162, 31, 320, 1834)
wire-credit: (Per Press Association.) (356, 1279, 441, 1288)
article-subheading: WHAT ABOUT HAWKES. (508, 1417, 605, 1427)
article-paragraph: Auckland, December 19. "The employers have thrown down the gauntlet, and it is more than likely that it will not be very long before it is picked up," said the president of the General Labourers' Union today regarding the men's demands for improved conditions and higher pay. The impression among the union officials was that the employers were anxious for the fight. If a strike did occur it would be because the men had been forced beyond the bounds of endurance by the employers. (957, 833, 1105, 970)
article-subheading: MERELY A WINDOW-BREAKER. (651, 78, 778, 88)
article-divider (369, 489, 428, 490)
article-subheading: A FATAL FALL. (1002, 1537, 1060, 1547)
article-subheading: THE FRENCH NAVY. (515, 601, 598, 611)
article-paragraph: London, December 18. The "Daily Mail's" Delhi correspondent states that the Gaekwar of Baroda, after a single bow, turned his back on their Majesties with a smile of which the intention was unmistakeable. (641, 559, 788, 617)
article-paragraph: London, December 18. The Scottish Committee of the Medical Association has recommended members not to accept service under the Insurance Bill unless the British Medical Association's demands are conceded. (641, 436, 788, 495)
article-paragraph: The general opinion among larger employers is that a strike may occur at any minute, and an industrial crisis on a scale never experienced in the Dominion before is anticipated by some. (957, 973, 1105, 1032)
article-subheading: ELECTRIC PICTURES. (354, 791, 443, 801)
article-divider (843, 1019, 902, 1020)
article-paragraph: Instances of carts being overturned by gusts of wind are by no means singular. (957, 1184, 1105, 1213)
article-divider (843, 1242, 902, 1243)
section-heading: THE GENERAL ELECTION. (325, 1245, 472, 1265)
article-subheading: CHANCELLOR'S BLACK EYE. (656, 184, 773, 194)
article-subheading: MANY BILLS PUT BEFORE PARLIAMENT. (819, 55, 926, 75)
article-paragraph: In England and on the Continent a movement is being made to enlist the services of dogs in the detection and prevention of crime. In "Police Dog Competitions" a glimpse is afforded of what our dumb friend can do when well trained. Needless to say, the subject lends itself well to the skill of the cinema expert, and a really fine film is the result. A dainty nature study is presented in "The Earth of Flowers." The picture is in natural colour tints, and shows the expert gardener producing on all its stages the prize chrysanthemum bloom. (325, 275, 472, 422)
article-paragraph: She screamed for help, and the others in the house, a married couple, came to her assistance, and pulled the man away. (799, 1633, 946, 1672)
wire-credit: (Per Press Association.) (830, 1447, 915, 1456)
article-subheading: WHAT IS THE PROPER COURSE? (174, 55, 307, 65)
article-subheading: THE WEATHER REMAINS FINE. (650, 1400, 779, 1410)
article-subheading: SHIPPING RATES INCREASED. (810, 809, 935, 818)
article-paragraph: Melbourne, December 19. The Federal Government has decided that an advertisement be issued for two competent aviators at a salary of £400 per annum, and travelling expenses. The Government accepts no liability for accidents. They are also calling tenders in England for two monoplanes and two biplanes. (799, 271, 946, 359)
article-divider (527, 595, 586, 596)
article-divider (843, 682, 902, 683)
article-paragraph: The ferry service is disorganised, and many yachts in the harbour are ashore. (957, 1151, 1105, 1181)
article-subheading: BIG BILLIARDS. (524, 447, 589, 457)
article-divider (685, 419, 744, 420)
article-subheading: BUT FIGHTING IS NOWISE DIMINISHED. (660, 1167, 769, 1187)
article-paragraph: The voluntary school of instruction for Territorials desirous of promotion, held in the old Masonic Hall, at the end of last week, was very well attended, and the authorities are highly pleased with the progress of the energy, intelligence, and application displayed by those who availed themselves of the instruction. (9, 737, 156, 825)
article-paragraph: The School Committee and the Chamber of Commerce meet this evening. (9, 63, 156, 92)
article-subheading: HIS MAJESTY'S PICTURES. (344, 55, 453, 65)
article-paragraph: The Council at present consists of 37 members (the Attorney-General, Sir John Findlay having resigned). They might roughly be classified as Government, Opposition, and Labour, as follows:— (167, 1056, 314, 1115)
wire-credit: (Received 19, 10.10 a.m.) (669, 196, 760, 205)
article-paragraph: Pekin, December 18. The British and Japanese Consuls-General will act as mediators at the forthcoming negotiations between the Imperialists and Revolutionaries. (641, 993, 788, 1042)
article-paragraph: Mrs Gibbons went through and invited Gibbons to come and have some dinner, when he suddenly rose up, knocked her down, and produced a razor, with which he inflicted a wound in her throat. (799, 1571, 946, 1630)
article-divider (843, 1169, 902, 1170)
section-heading: AUSTRALIAN NEWS. (799, 366, 946, 386)
article-paragraph: London, December 18. Mr. Lloyd-George's assailant was Allan McDougall, aged 18, a member of the Social Political Union. The Chancellor appeared with a black eye, and gave evidence. At his request the Magistrate reduced the charge to one of common assault. McDougall was sentenced to two months' hard labour. (641, 207, 788, 295)
section-heading: POLITICAL SITUATION. (167, 33, 314, 53)
article-subheading: AN ASSOCIATION FORMED IN SYDNEY. (969, 184, 1093, 204)
